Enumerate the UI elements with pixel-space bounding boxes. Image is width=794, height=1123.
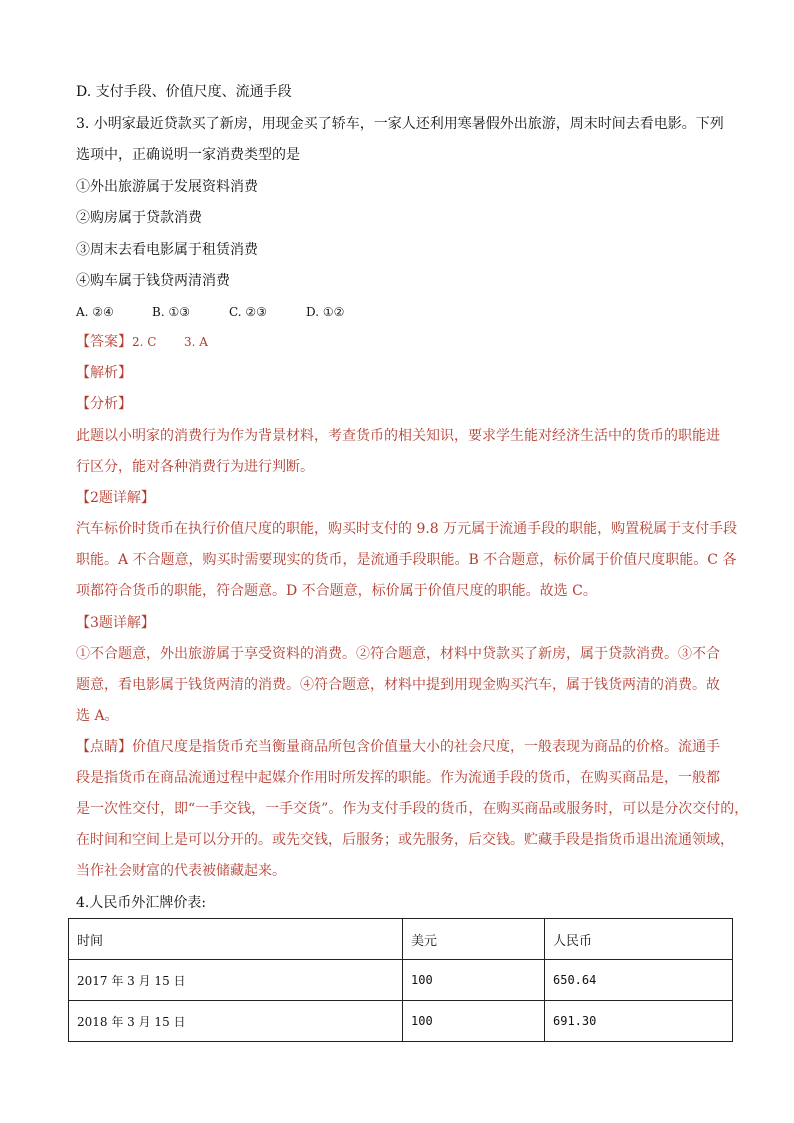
row-2-usd: 100 [403,1001,545,1042]
row-2-rmb: 691.30 [545,1001,733,1042]
dianjing-line-4: 当作社会财富的代表被储藏起来。 [76,863,286,879]
dianjing-line-1: 段是指货币在商品流通过程中起媒介作用时所发挥的职能。作为流通手段的货币，在购买商品是，一般都 [76,770,720,786]
row-2-time: 2018 年 3 月 15 日 [69,1001,403,1042]
q3-item-3: ③周末去看电影属于租赁消费 [76,242,258,258]
header-rmb: 人民币 [545,919,733,960]
answer-line [76,332,208,352]
table-row [69,960,733,1001]
q2-detail-line-1: 汽车标价时货币在执行价值尺度的职能，购买时支付的 9.8 万元属于流通手段的职能，购置税属于支付手段 [76,521,738,537]
q3-detail-line-3: 选 A。 [76,708,119,724]
q3-option-b: B. ①③ [152,305,190,319]
q3-option-d: D. ①② [306,305,345,319]
q3-detail-label: 【3题详解】 [76,615,155,631]
answer-q3: 3. A [184,335,208,349]
table-header-row [69,919,733,960]
q2-option-d: D. 支付手段、价值尺度、流通手段 [76,84,292,100]
fenxi-line-1: 此题以小明家的消费行为作为背景材料，考查货币的相关知识，要求学生能对经济生活中的货币的职能进 [76,428,720,444]
q3-stem-line1: 3. 小明家最近贷款买了新房，用现金买了轿车，一家人还利用寒暑假外出旅游，周末时间去看电影。下列 [76,116,724,132]
q3-option-c: C. ②③ [229,305,267,319]
fenxi-label: 【分析】 [76,396,132,412]
fenxi-line-2: 行区分，能对各种消费行为进行判断。 [76,459,314,475]
q3-item-4: ④购车属于钱贷两清消费 [76,273,230,289]
q3-item-2: ②购房属于贷款消费 [76,210,202,226]
q2-detail-line-2: 职能。A 不合题意，购买时需要现实的货币，是流通手段职能。B 不合题意，标价属于价值尺度职能。C 各 [76,552,737,568]
q3-detail-line-1: ①不合题意，外出旅游属于享受资料的消费。②符合题意，材料中贷款买了新房，属于贷款消费。③不合 [76,646,720,662]
q3-option-a: A. ②④ [76,305,114,319]
q3-item-1: ①外出旅游属于发展资料消费 [76,179,258,195]
dianjing-line-0 [76,737,720,757]
dianjing-line-3: 在时间和空间上是可以分开的。或先交钱，后服务；或先服务，后交钱。贮藏手段是指货币退出流通领域， [76,832,734,848]
dianjing-label: 【点睛】 [76,739,132,755]
header-usd: 美元 [403,919,545,960]
answer-q2: 2. C [132,335,157,349]
dianjing-first: 价值尺度是指货币充当衡量商品所包含价值量大小的社会尺度，一般表现为商品的价格。流通手 [132,739,720,755]
exchange-rate-table [68,918,733,1042]
q3-stem-line2: 选项中，正确说明一家消费类型的是 [76,147,300,163]
row-1-rmb: 650.64 [545,960,733,1001]
q3-options [76,302,344,322]
q3-detail-line-2: 题意，看电影属于钱货两清的消费。④符合题意，材料中提到用现金购买汽车，属于钱货两清的消费。故 [76,677,720,693]
analysis-label: 【解析】 [76,365,132,381]
dianjing-line-2: 是一次性交付，即“一手交钱，一手交货”。作为支付手段的货币，在购买商品或服务时，可以是分次交付的， [76,801,749,817]
q2-detail-label: 【2题详解】 [76,490,155,506]
q2-detail-line-3: 项都符合货币的职能，符合题意。D 不合题意，标价属于价值尺度的职能。故选 C。 [76,583,597,599]
q4-title: 4.人民币外汇牌价表: [76,895,207,911]
answer-label: 【答案】 [76,334,132,350]
row-1-time: 2017 年 3 月 15 日 [69,960,403,1001]
row-1-usd: 100 [403,960,545,1001]
header-time: 时间 [69,919,403,960]
table-row [69,1001,733,1042]
